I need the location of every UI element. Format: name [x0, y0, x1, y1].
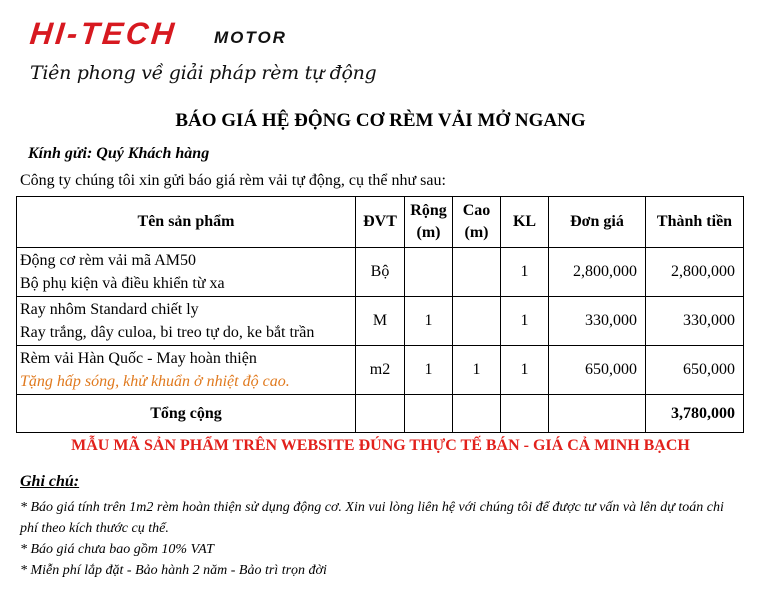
company-tagline: Tiên phong về giải pháp rèm tự động — [30, 62, 377, 84]
greeting: Kính gửi: Quý Khách hàng — [28, 145, 210, 162]
note-item: * Báo giá tính trên 1m2 rèm hoàn thiện sử dụng động cơ. Xin vui lòng liên hệ với chúng tôi để được tư vấn và lên dự toán chi phí theo kích thước cụ thể. — [20, 500, 724, 536]
intro-text: Công ty chúng tôi xin gửi báo giá rèm vải tự động, cụ thể như sau: — [20, 172, 446, 189]
total-label: Tổng cộng — [17, 395, 356, 433]
total-row — [17, 395, 744, 433]
header-qty: KL — [501, 197, 549, 248]
header-width: Rộng (m) — [405, 197, 453, 248]
empty-cell — [356, 395, 405, 433]
product-cell — [17, 297, 356, 346]
table-row — [17, 346, 744, 395]
height-cell — [453, 297, 501, 346]
unit-cell: M — [356, 297, 405, 346]
empty-cell — [405, 395, 453, 433]
note-item: * Báo giá chưa bao gồm 10% VAT — [20, 542, 214, 557]
width-cell: 1 — [405, 346, 453, 395]
header-unit: ĐVT — [356, 197, 405, 248]
amount-cell: 2,800,000 — [646, 248, 744, 297]
price-cell: 650,000 — [549, 346, 646, 395]
product-name: Ray nhôm Standard chiết ly — [20, 301, 199, 318]
product-detail: Ray trắng, dây culoa, bi treo tự do, ke bắt trần — [20, 324, 315, 341]
height-cell: 1 — [453, 346, 501, 395]
qty-cell: 1 — [501, 346, 549, 395]
amount-cell: 650,000 — [646, 346, 744, 395]
note-item: * Miễn phí lắp đặt - Bảo hành 2 năm - Bảo trì trọn đời — [20, 563, 327, 578]
price-cell: 330,000 — [549, 297, 646, 346]
notes-list — [20, 497, 745, 581]
promo-text: Tặng hấp sóng, khử khuẩn ở nhiệt độ cao. — [20, 373, 290, 390]
header-price: Đơn giá — [549, 197, 646, 248]
notes-title: Ghi chú: — [20, 473, 80, 490]
total-value: 3,780,000 — [646, 395, 744, 433]
logo-main-text: HI-TECH — [28, 16, 179, 51]
header-amount: Thành tiền — [646, 197, 744, 248]
height-cell — [453, 248, 501, 297]
price-cell: 2,800,000 — [549, 248, 646, 297]
document-title: BÁO GIÁ HỆ ĐỘNG CƠ RÈM VẢI MỞ NGANG — [175, 110, 586, 131]
table-row — [17, 248, 744, 297]
qty-cell: 1 — [501, 248, 549, 297]
slogan-banner: MẪU MÃ SẢN PHẨM TRÊN WEBSITE ĐÚNG THỰC TẾ BÁN - GIÁ CẢ MINH BẠCH — [71, 437, 690, 454]
product-cell — [17, 248, 356, 297]
unit-cell: m2 — [356, 346, 405, 395]
product-name: Rèm vải Hàn Quốc - May hoàn thiện — [20, 350, 257, 367]
product-name: Động cơ rèm vải mã AM50 — [20, 252, 196, 269]
empty-cell — [549, 395, 646, 433]
table-header-row — [17, 197, 744, 248]
unit-cell: Bộ — [356, 248, 405, 297]
qty-cell: 1 — [501, 297, 549, 346]
quotation-table — [16, 196, 744, 433]
empty-cell — [453, 395, 501, 433]
empty-cell — [501, 395, 549, 433]
logo-sub-text: MOTOR — [214, 28, 287, 47]
width-cell — [405, 248, 453, 297]
header-height: Cao (m) — [453, 197, 501, 248]
product-cell — [17, 346, 356, 395]
width-cell: 1 — [405, 297, 453, 346]
table-row — [17, 297, 744, 346]
header-product: Tên sản phẩm — [17, 197, 356, 248]
product-detail: Bộ phụ kiện và điều khiển từ xa — [20, 275, 225, 292]
amount-cell: 330,000 — [646, 297, 744, 346]
